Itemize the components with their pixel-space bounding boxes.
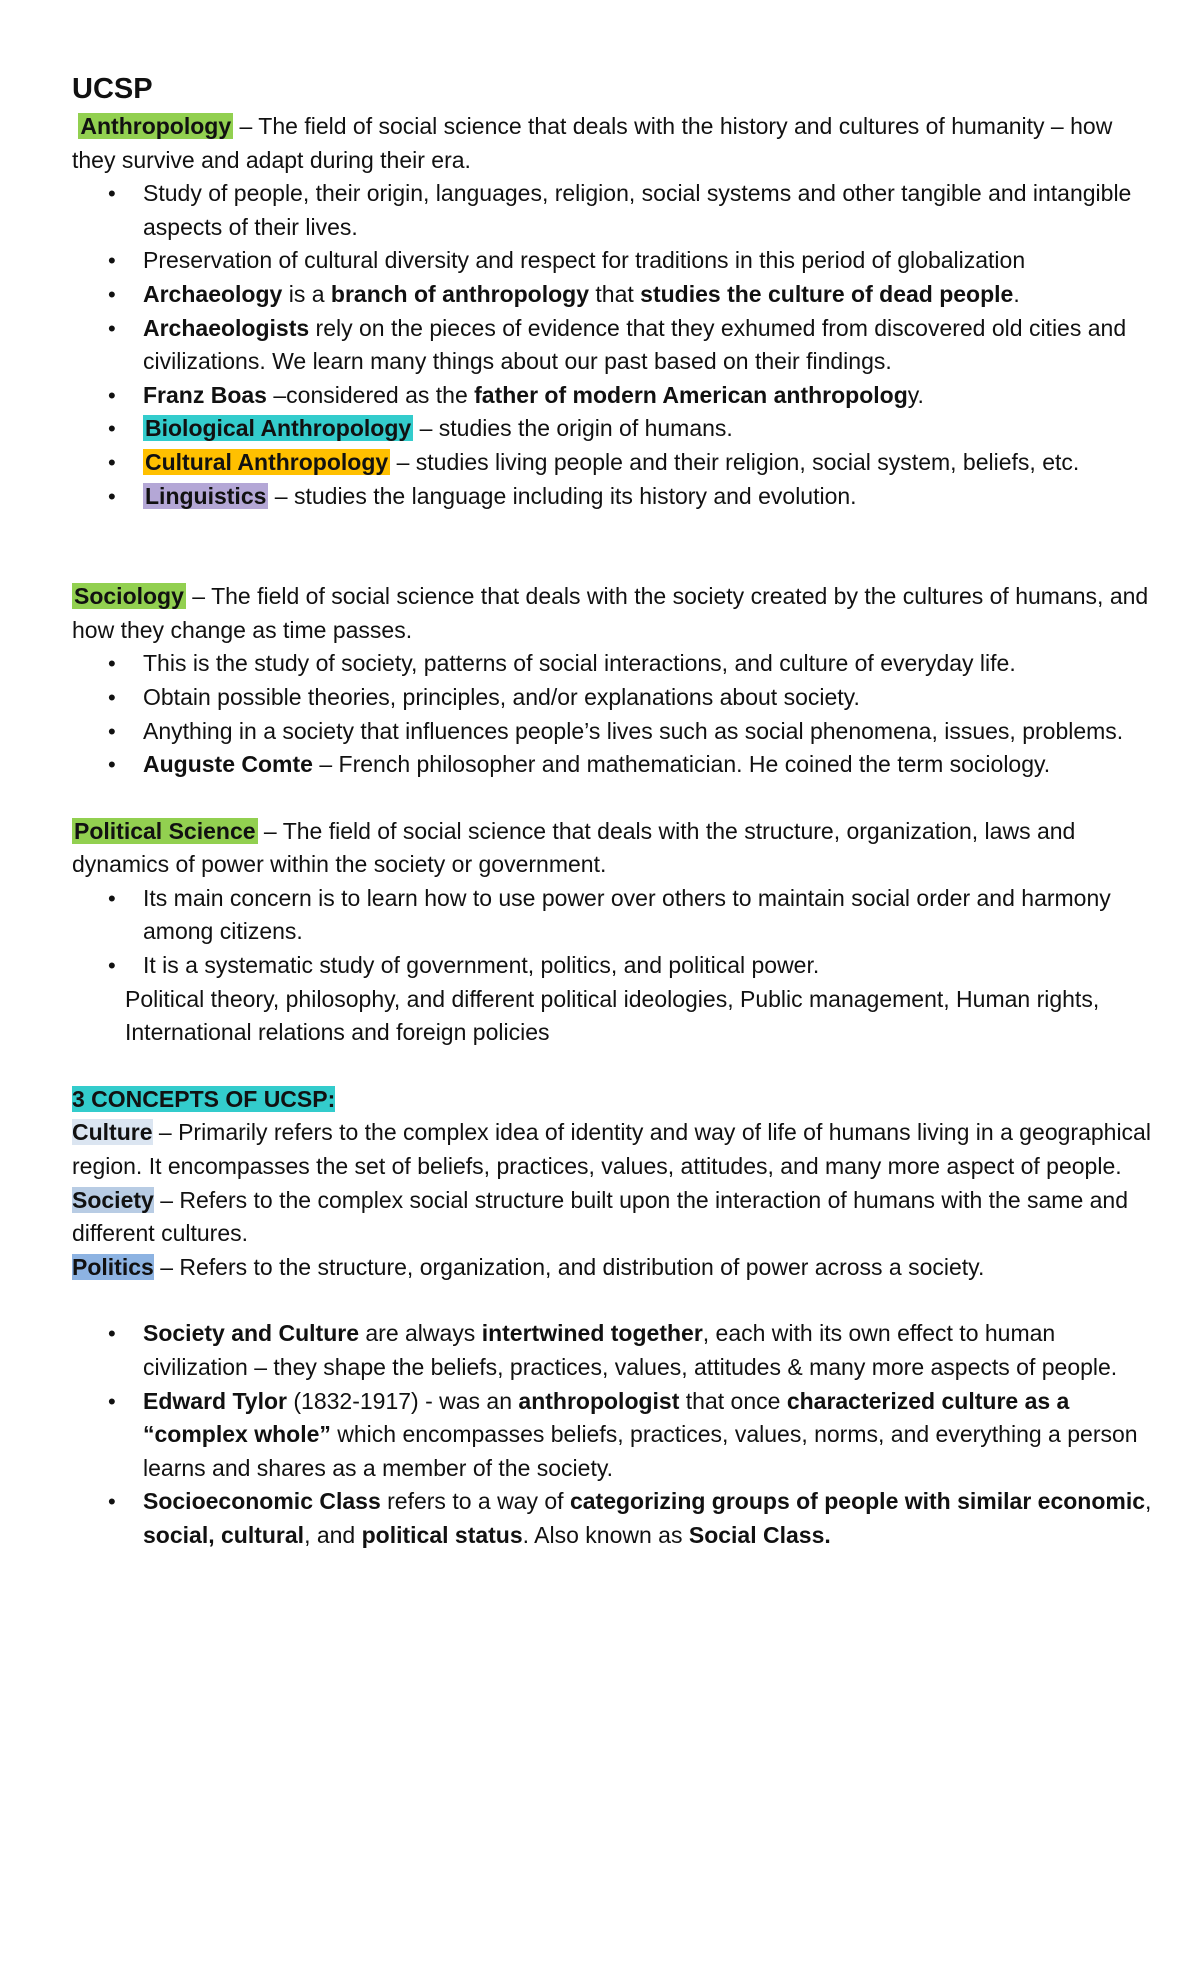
list-item: • Anything in a society that influences people’s lives such as social phenomena, issues, problems. xyxy=(72,715,1152,749)
list-item: • Linguistics – studies the language including its history and evolution. xyxy=(72,480,1152,514)
sociology-definition: Sociology – The field of social science that deals with the society created by the cultures of humans, and how they change as time passes. xyxy=(72,583,1149,643)
anthropology-term: Anthropology xyxy=(80,113,232,139)
political-science-topics: Political theory, philosophy, and different political ideologies, Public management, Human rights, International relations and foreign policies xyxy=(125,985,1100,1046)
concepts-heading-line xyxy=(72,1083,1152,1117)
list-item: • Cultural Anthropology – studies living people and their religion, social system, beliefs, etc. xyxy=(72,446,1152,480)
political-science-term: Political Science xyxy=(74,817,256,844)
list-item: • Its main concern is to learn how to use power over others to maintain social order and harmony among citizens. xyxy=(72,882,1152,949)
politics-definition: Politics – Refers to the structure, organization, and distribution of power across a society. xyxy=(72,1253,985,1280)
anthropology-definition: Anthropology – The field of social science that deals with the history and cultures of humanity – how they survive and adapt during their era. xyxy=(72,113,1113,173)
concepts-heading: 3 CONCEPTS OF UCSP: xyxy=(72,1085,336,1112)
list-item: • This is the study of society, patterns of social interactions, and culture of everyday life. xyxy=(72,647,1152,681)
linguistics-term: Linguistics xyxy=(145,482,267,509)
culture-term: Culture xyxy=(72,1119,153,1146)
list-item: • Socioeconomic Class refers to a way of categorizing groups of people with similar economic, social, cultural, and political status. Also known as Social Class. xyxy=(72,1485,1152,1552)
political-science-definition: Political Science – The field of social science that deals with the structure, organization, laws and dynamics of power within the society or government. xyxy=(72,817,1076,878)
document-title: UCSP xyxy=(72,73,153,105)
politics-term: Politics xyxy=(72,1253,154,1280)
list-item: • Biological Anthropology – studies the origin of humans. xyxy=(72,412,1152,446)
political-science-list xyxy=(72,882,1152,983)
sociology-list xyxy=(72,647,1152,781)
list-item: • Franz Boas –considered as the father of modern American anthropology. xyxy=(72,379,1152,413)
biological-anthropology-term: Biological Anthropology xyxy=(145,415,412,442)
anthropology-list xyxy=(72,177,1152,513)
culture-definition: Culture – Primarily refers to the complex idea of identity and way of life of humans living in a geographical region. It encompasses the set of beliefs, practices, values, attitudes, and many more aspect of people. xyxy=(72,1119,1151,1180)
list-item: • Study of people, their origin, languages, religion, social systems and other tangible and intangible aspects of their lives. xyxy=(72,177,1152,244)
list-item: • Obtain possible theories, principles, and/or explanations about society. xyxy=(72,681,1152,715)
document-page xyxy=(72,70,1152,1553)
list-item: • Archaeologists rely on the pieces of evidence that they exhumed from discovered old cities and civilizations. We learn many things about our past based on their findings. xyxy=(72,312,1152,379)
society-definition: Society – Refers to the complex social structure built upon the interaction of humans with the same and different cultures. xyxy=(72,1186,1129,1247)
society-term: Society xyxy=(72,1186,154,1213)
list-item: • Auguste Comte – French philosopher and mathematician. He coined the term sociology. xyxy=(72,748,1152,782)
list-item: • It is a systematic study of government, politics, and political power. xyxy=(72,949,1152,983)
cultural-anthropology-term: Cultural Anthropology xyxy=(145,448,389,475)
list-item: • Archaeology is a branch of anthropology that studies the culture of dead people. xyxy=(72,278,1152,312)
list-item: • Preservation of cultural diversity and respect for traditions in this period of globalization xyxy=(72,244,1152,278)
list-item: • Edward Tylor (1832-1917) - was an anthropologist that once characterized culture as a “complex whole” which encompasses beliefs, practices, values, norms, and everything a person learns and shares as a member of the society. xyxy=(72,1385,1152,1486)
sociology-term: Sociology xyxy=(74,583,184,610)
concepts-list xyxy=(72,1317,1152,1552)
list-item: • Society and Culture are always intertwined together, each with its own effect to human civilization – they shape the beliefs, practices, values, attitudes & many more aspects of people. xyxy=(72,1317,1152,1384)
